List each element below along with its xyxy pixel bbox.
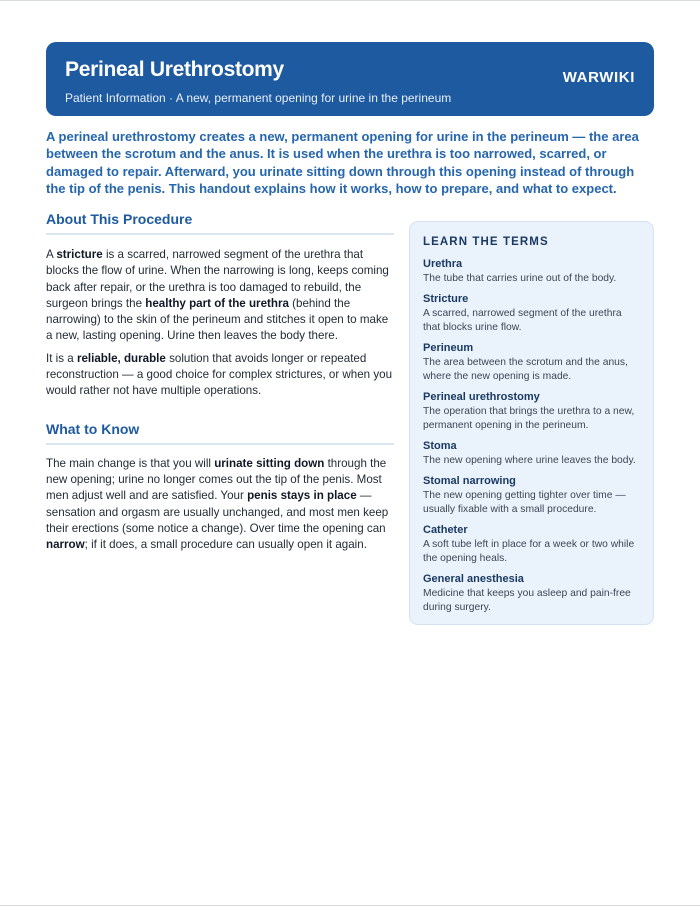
header-banner [46, 42, 654, 116]
page-title: Perineal Urethrostomy [65, 58, 284, 81]
term-name: Urethra [423, 258, 463, 270]
glossary-term [423, 257, 640, 286]
glossary-term [423, 523, 640, 566]
term-definition: The tube that carries urine out of the body. [423, 273, 617, 284]
glossary-term [423, 390, 640, 433]
glossary-heading: LEARN THE TERMS [423, 236, 549, 248]
about-paragraph-2 [46, 351, 394, 400]
page-top-rule [0, 0, 700, 1]
brand-logo-text: WARWIKI [562, 69, 635, 86]
text-run: solution that avoids longer or repeated reconstruction — a good choice for complex strictures, or when you would rather not have multiple operations. [46, 351, 393, 398]
term-name: Stomal narrowing [423, 475, 516, 487]
term-definition: Medicine that keeps you asleep and pain-free during surgery. [423, 588, 631, 613]
glossary-term [423, 439, 640, 468]
text-run: A [46, 248, 57, 261]
bold-term: urinate sitting down [214, 456, 325, 470]
glossary-term [423, 474, 640, 517]
term-definition: The new opening where urine leaves the body. [423, 455, 636, 466]
page-subtitle: Patient Information · A new, permanent opening for urine in the perineum [65, 91, 452, 105]
about-paragraph-1 [46, 247, 394, 345]
term-definition: The area between the scrotum and the anus, where the new opening is made. [423, 357, 628, 382]
term-name: Catheter [423, 524, 468, 536]
term-definition: A scarred, narrowed segment of the urethra that blocks urine flow. [423, 308, 622, 333]
main-column [46, 210, 394, 553]
term-definition: The operation that brings the urethra to a new, permanent opening in the perineum. [423, 406, 635, 431]
text-run: ; if it does, a small procedure can usually open it again. [84, 538, 367, 552]
intro-paragraph: A perineal urethrostomy creates a new, permanent opening for urine in the perineum — the area between the scrotum and the anus. It is used when the urethra is too narrowed, scarred, or damaged to repair. Afterward, you urinate sitting down through this opening instead of through the tip of the penis. This handout explains how it works, how to prepare, and what to expect. [46, 129, 639, 196]
what-to-know-paragraph [46, 456, 394, 554]
term-name: Stoma [423, 440, 457, 452]
term-name: Perineal urethrostomy [423, 391, 540, 403]
term-name: General anesthesia [423, 573, 524, 585]
bold-term: reliable, durable [76, 351, 166, 365]
text-run: — sensation and orgasm are usually unchanged, and most men keep their erections (some notice a change). Over time the opening can [46, 489, 389, 535]
text-run: It is a [46, 351, 77, 365]
glossary-term [423, 572, 640, 615]
text-run: through the new opening; urine no longer comes out the tip of the penis. Most men adjust well and are satisfied. Your [46, 456, 387, 503]
what-to-know-heading: What to Know [46, 420, 394, 445]
term-name: Perineum [423, 342, 474, 354]
term-name: Stricture [423, 293, 469, 305]
bold-term: penis stays in place [247, 489, 357, 503]
bold-term: healthy part of the urethra [145, 296, 289, 310]
about-section [46, 210, 394, 400]
term-definition: The new opening getting tighter over time — usually fixable with a small procedure. [423, 490, 626, 515]
bold-term: stricture [56, 248, 103, 261]
glossary-term [423, 341, 640, 384]
text-run: is a scarred, narrowed segment of the urethra that blocks the flow of urine. When the narrowing is long, keeps coming back after repair, or the urethra is too damaged to rebuild, the surgeon brings the [46, 248, 389, 310]
glossary-box [409, 221, 654, 625]
bold-term: narrow [46, 538, 85, 552]
what-to-know-section [46, 420, 394, 554]
glossary-term [423, 292, 640, 335]
text-run: (behind the narrowing) to the skin of the perineum and stitches it open to make a new, lasting opening. Urine then leaves the body there. [46, 296, 389, 343]
about-heading: About This Procedure [46, 210, 394, 235]
term-definition: A soft tube left in place for a week or two while the opening heals. [423, 539, 635, 564]
text-run: The main change is that you will [46, 456, 215, 470]
